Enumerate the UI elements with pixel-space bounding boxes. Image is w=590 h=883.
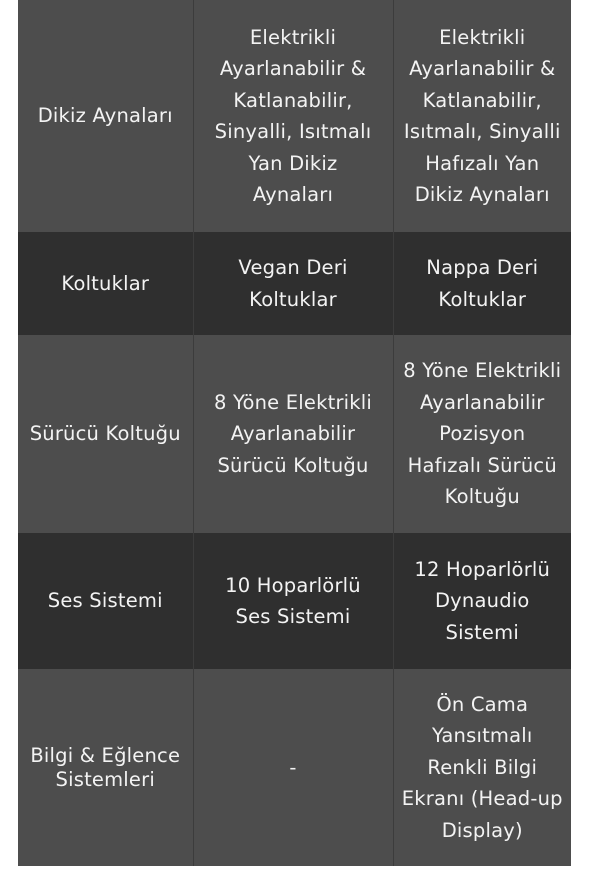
table-row bbox=[18, 533, 571, 669]
feature-label: Dikiz Aynaları bbox=[37, 104, 173, 128]
feature-label-cell bbox=[18, 232, 193, 335]
cell-line: 8 Yöne Elektrikli bbox=[213, 390, 373, 414]
feature-label-line: Bilgi & Eğlence bbox=[30, 743, 181, 767]
cell-line: Ekranı (Head-up bbox=[401, 787, 563, 811]
cell-line: Yan Dikiz bbox=[248, 151, 338, 175]
model-b-cell bbox=[393, 0, 571, 232]
feature-label: Ses Sistemi bbox=[47, 589, 163, 613]
model-a-cell bbox=[193, 533, 393, 669]
cell-line: Display) bbox=[441, 818, 523, 842]
cell-line: Ön Cama bbox=[436, 692, 529, 716]
cell-line: Sistemi bbox=[445, 620, 519, 644]
table-row bbox=[18, 232, 571, 335]
cell-line: Aynaları bbox=[252, 183, 334, 206]
cell-line: Katlanabilir, bbox=[233, 88, 353, 112]
cell-line: Dynaudio bbox=[434, 589, 530, 613]
feature-label-cell bbox=[18, 335, 193, 533]
cell-line: Koltuğu bbox=[444, 485, 520, 509]
cell-line: Hafızalı Yan bbox=[425, 151, 540, 175]
cell-line: Ayarlanabilir bbox=[230, 422, 356, 446]
model-a-cell bbox=[193, 669, 393, 866]
cell-line: Elektrikli bbox=[249, 25, 337, 49]
cell-line: 8 Yöne Elektrikli bbox=[403, 359, 562, 383]
cell-line: Pozisyon bbox=[439, 422, 526, 446]
cell-line: Yansıtmalı bbox=[431, 724, 533, 748]
cell-line: Hafızalı Sürücü bbox=[407, 453, 557, 477]
model-a-cell bbox=[193, 232, 393, 335]
model-b-cell bbox=[393, 533, 571, 669]
cell-line: Ayarlanabilir bbox=[420, 390, 545, 414]
cell-line: Vegan Deri bbox=[238, 256, 348, 279]
cell-line: 10 Hoparlörlü bbox=[225, 573, 361, 597]
cell-line: Katlanabilir, bbox=[422, 88, 542, 112]
model-b-cell bbox=[393, 669, 571, 866]
table-row bbox=[18, 335, 571, 533]
cell-line: Ayarlanabilir & bbox=[219, 57, 367, 80]
feature-label-cell bbox=[18, 669, 193, 866]
cell-line: Elektrikli bbox=[439, 25, 526, 49]
table-row bbox=[18, 0, 571, 232]
cell-line: Renkli Bilgi bbox=[427, 755, 538, 779]
model-b-cell bbox=[393, 232, 571, 335]
cell-line: Sinyalli, Isıtmalı bbox=[214, 120, 372, 143]
cell-line: Dikiz Aynaları bbox=[414, 183, 550, 206]
cell-line: Ayarlanabilir & bbox=[409, 57, 556, 80]
feature-label: Sürücü Koltuğu bbox=[29, 422, 181, 446]
spec-comparison-table bbox=[18, 0, 571, 866]
cell-line: Koltuklar bbox=[438, 287, 527, 311]
cell-line: Koltuklar bbox=[249, 287, 337, 311]
cell-line: Isıtmalı, Sinyalli bbox=[403, 120, 561, 143]
feature-label-line: Sistemleri bbox=[55, 767, 155, 791]
model-a-cell bbox=[193, 335, 393, 533]
cell-line: Nappa Deri bbox=[426, 256, 539, 279]
cell-line: - bbox=[289, 755, 297, 779]
model-b-cell bbox=[393, 335, 571, 533]
feature-label: Koltuklar bbox=[61, 271, 150, 295]
cell-line: Ses Sistemi bbox=[235, 605, 351, 628]
table-row bbox=[18, 669, 571, 866]
cell-line: Sürücü Koltuğu bbox=[217, 453, 369, 477]
feature-label-cell bbox=[18, 0, 193, 232]
model-a-cell bbox=[193, 0, 393, 232]
cell-line: 12 Hoparlörlü bbox=[414, 557, 551, 581]
feature-label-cell bbox=[18, 533, 193, 669]
